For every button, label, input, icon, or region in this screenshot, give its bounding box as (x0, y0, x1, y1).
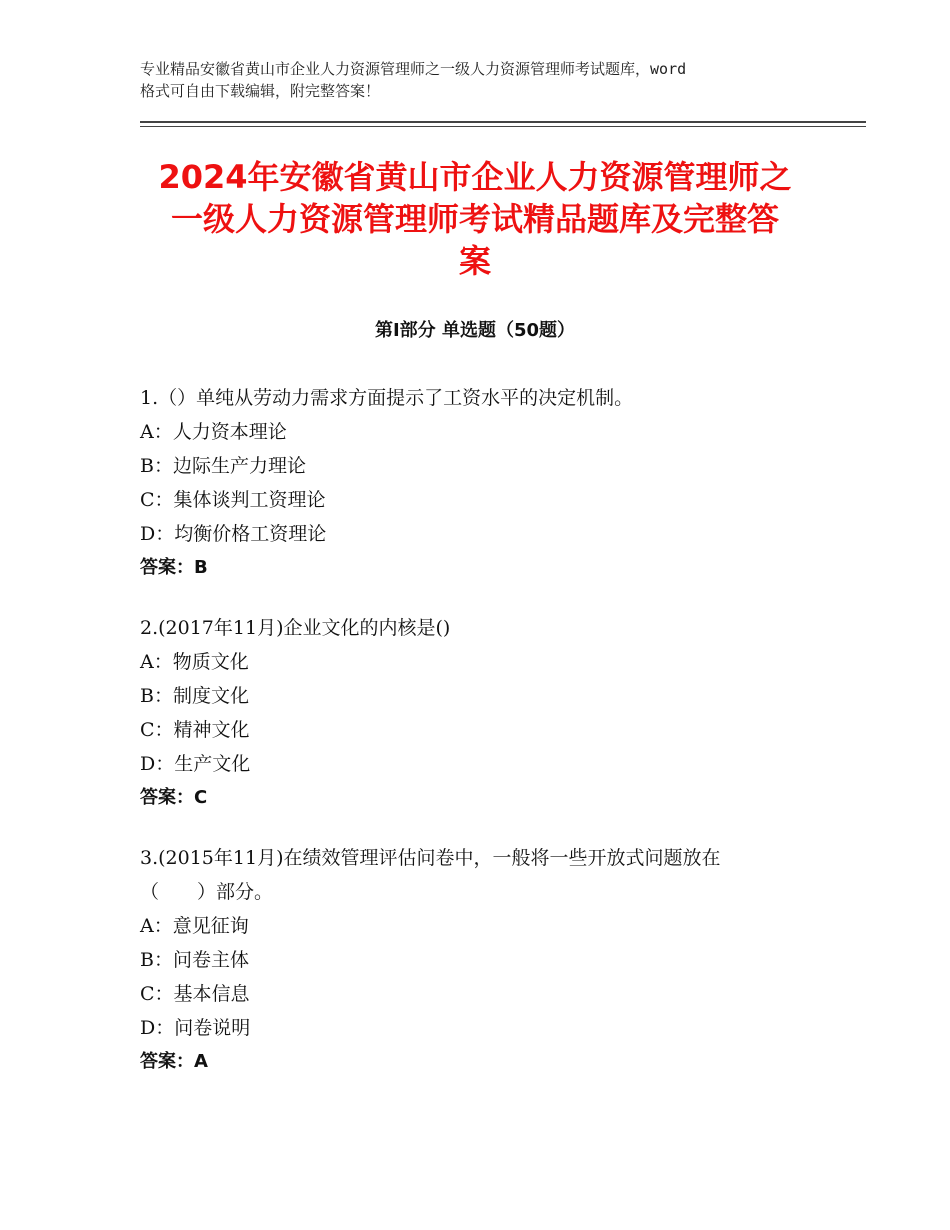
header-note-line: 专业精品安徽省黄山市企业人力资源管理师之一级人力资源管理师考试题库，word (140, 60, 687, 78)
header-note (140, 58, 830, 102)
option-b: B：问卷主体 (140, 949, 249, 971)
question-stem: 2.(2017年11月)企业文化的内核是() (140, 617, 451, 639)
header-divider-thin (140, 126, 866, 127)
option-c: C：精神文化 (140, 719, 250, 741)
question-2 (140, 611, 830, 815)
question-1 (140, 381, 830, 585)
option-b: B：制度文化 (140, 685, 249, 707)
header-note-line: 格式可自由下载编辑，附完整答案！ (140, 82, 381, 100)
option-d: D：生产文化 (140, 753, 251, 775)
answer-label: 答案：A (140, 1051, 208, 1072)
section-heading: 第Ⅰ部分 单选题（50题） (374, 320, 575, 341)
question-3 (140, 841, 830, 1079)
title-line: 一级人力资源管理师考试精品题库及完整答 (170, 200, 779, 238)
option-a: A：物质文化 (140, 651, 249, 673)
title-line: 案 (458, 242, 491, 280)
question-stem-continued: （ ）部分。 (140, 881, 274, 903)
option-b: B：边际生产力理论 (140, 455, 306, 477)
option-c: C：集体谈判工资理论 (140, 489, 326, 511)
option-c: C：基本信息 (140, 983, 250, 1005)
title-line: 2024年安徽省黄山市企业人力资源管理师之 (158, 158, 792, 196)
question-stem: 3.(2015年11月)在绩效管理评估问卷中，一般将一些开放式问题放在 (140, 847, 721, 869)
header-divider-thick (140, 121, 866, 123)
document-title (120, 156, 830, 282)
question-list (140, 381, 830, 1105)
option-d: D：问卷说明 (140, 1017, 251, 1039)
option-a: A：意见征询 (140, 915, 249, 937)
question-stem: 1.（）单纯从劳动力需求方面提示了工资水平的决定机制。 (140, 387, 634, 409)
answer-label: 答案：B (140, 557, 208, 578)
option-a: A：人力资本理论 (140, 421, 287, 443)
answer-label: 答案：C (140, 787, 208, 808)
option-d: D：均衡价格工资理论 (140, 523, 327, 545)
